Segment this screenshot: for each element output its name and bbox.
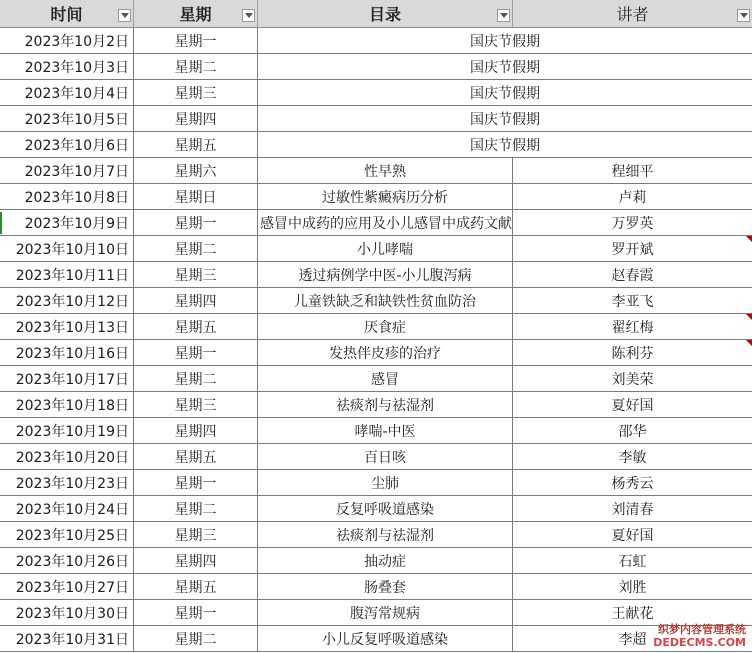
topic-cell-text: 性早熟 xyxy=(364,163,406,180)
topic-cell[interactable] xyxy=(258,548,513,574)
weekday-cell[interactable] xyxy=(134,210,258,236)
weekday-cell[interactable] xyxy=(134,444,258,470)
table-row xyxy=(0,80,752,106)
speaker-cell-text: 赵春霞 xyxy=(611,267,654,284)
date-cell[interactable] xyxy=(0,106,134,132)
weekday-cell-text: 星期二 xyxy=(174,59,217,76)
topic-cell-text: 过敏性紫癜病历分析 xyxy=(322,189,448,206)
active-row-marker xyxy=(0,212,2,234)
date-cell[interactable] xyxy=(0,496,134,522)
topic-merged-cell[interactable] xyxy=(258,106,752,132)
table-row xyxy=(0,132,752,158)
speaker-cell[interactable] xyxy=(513,574,752,600)
table-row xyxy=(0,288,752,314)
weekday-cell-text: 星期三 xyxy=(174,267,217,284)
weekday-cell-text: 星期六 xyxy=(174,163,217,180)
date-cell-text: 2023年10月7日 xyxy=(24,163,129,180)
weekday-cell[interactable] xyxy=(134,366,258,392)
weekday-cell-text: 星期五 xyxy=(174,137,217,154)
topic-cell-text: 感冒中成药的应用及小儿感冒中成药文献 xyxy=(260,215,512,232)
table-row xyxy=(0,28,752,54)
topic-cell-text: 厌食症 xyxy=(364,319,406,336)
speaker-cell[interactable] xyxy=(513,418,752,444)
weekday-cell[interactable] xyxy=(134,392,258,418)
date-cell[interactable] xyxy=(0,262,134,288)
date-cell-text: 2023年10月13日 xyxy=(15,319,129,336)
speaker-cell-text: 罗开斌 xyxy=(611,241,654,258)
table-row xyxy=(0,340,752,366)
topic-cell[interactable] xyxy=(258,288,513,314)
date-cell-text: 2023年10月30日 xyxy=(15,605,129,622)
topic-merged-cell-text: 国庆节假期 xyxy=(470,85,540,102)
table-row xyxy=(0,600,752,626)
weekday-cell[interactable] xyxy=(134,80,258,106)
speaker-cell-text: 卢莉 xyxy=(618,189,647,206)
topic-cell-text: 尘肺 xyxy=(371,475,399,492)
topic-merged-cell[interactable] xyxy=(258,54,752,80)
weekday-cell[interactable] xyxy=(134,314,258,340)
speaker-cell-text: 夏好国 xyxy=(611,527,654,544)
topic-cell-text: 儿童铁缺乏和缺铁性贫血防治 xyxy=(294,293,476,310)
filter-dropdown-icon[interactable] xyxy=(737,9,750,22)
date-cell-text: 2023年10月12日 xyxy=(15,293,129,310)
date-cell-text: 2023年10月17日 xyxy=(15,371,129,388)
column-header-topic[interactable] xyxy=(258,0,513,28)
topic-cell-text: 抽动症 xyxy=(364,553,406,570)
table-row xyxy=(0,158,752,184)
speaker-cell-text: 李亚飞 xyxy=(611,293,654,310)
weekday-cell-text: 星期二 xyxy=(174,501,217,518)
column-header-weekday[interactable] xyxy=(134,0,258,28)
date-cell-text: 2023年10月5日 xyxy=(24,111,129,128)
table-row xyxy=(0,626,752,652)
date-cell[interactable] xyxy=(0,470,134,496)
date-cell[interactable] xyxy=(0,392,134,418)
topic-cell[interactable] xyxy=(258,366,513,392)
speaker-cell-text: 石虹 xyxy=(618,553,647,570)
topic-merged-cell[interactable] xyxy=(258,132,752,158)
watermark-title: 织梦内容管理系统 xyxy=(658,623,746,636)
date-cell-text: 2023年10月11日 xyxy=(15,267,129,284)
weekday-cell-text: 星期一 xyxy=(174,33,217,50)
topic-merged-cell-text: 国庆节假期 xyxy=(470,59,540,76)
column-header-time-label: 时间 xyxy=(50,5,83,24)
topic-cell-text: 发热伴皮疹的治疗 xyxy=(329,345,441,362)
weekday-cell[interactable] xyxy=(134,548,258,574)
topic-cell-text: 感冒 xyxy=(371,371,399,388)
speaker-cell[interactable] xyxy=(513,366,752,392)
weekday-cell[interactable] xyxy=(134,132,258,158)
topic-cell-text: 小儿反复呼吸道感染 xyxy=(322,631,448,648)
speaker-cell-text: 邵华 xyxy=(618,423,647,440)
date-cell[interactable] xyxy=(0,158,134,184)
speaker-cell-text: 夏好国 xyxy=(611,397,654,414)
weekday-cell-text: 星期二 xyxy=(174,631,217,648)
date-cell-text: 2023年10月9日 xyxy=(24,215,129,232)
column-header-weekday-label: 星期 xyxy=(179,5,212,24)
speaker-cell[interactable] xyxy=(513,340,752,366)
date-cell-text: 2023年10月20日 xyxy=(15,449,129,466)
speaker-cell[interactable] xyxy=(513,158,752,184)
speaker-cell-text: 李敏 xyxy=(618,449,647,466)
topic-cell[interactable] xyxy=(258,444,513,470)
table-row xyxy=(0,54,752,80)
date-cell[interactable] xyxy=(0,314,134,340)
speaker-cell-text: 王献花 xyxy=(611,605,654,622)
date-cell-text: 2023年10月2日 xyxy=(24,33,129,50)
table-row xyxy=(0,106,752,132)
topic-cell-text: 肠叠套 xyxy=(364,579,406,596)
topic-cell[interactable] xyxy=(258,392,513,418)
date-cell-text: 2023年10月8日 xyxy=(24,189,129,206)
filter-dropdown-icon[interactable] xyxy=(242,9,255,22)
speaker-cell[interactable] xyxy=(513,288,752,314)
date-cell[interactable] xyxy=(0,600,134,626)
speaker-cell-text: 陈利芬 xyxy=(611,345,654,362)
topic-cell[interactable] xyxy=(258,236,513,262)
topic-merged-cell-text: 国庆节假期 xyxy=(470,33,540,50)
topic-cell[interactable] xyxy=(258,418,513,444)
date-cell[interactable] xyxy=(0,288,134,314)
table-row xyxy=(0,366,752,392)
weekday-cell-text: 星期二 xyxy=(174,371,217,388)
table-row xyxy=(0,574,752,600)
weekday-cell-text: 星期五 xyxy=(174,449,217,466)
speaker-cell-text: 万罗英 xyxy=(611,215,654,232)
table-row xyxy=(0,314,752,340)
table-row xyxy=(0,522,752,548)
topic-cell[interactable] xyxy=(258,496,513,522)
table-row xyxy=(0,444,752,470)
speaker-cell[interactable] xyxy=(513,496,752,522)
weekday-cell-text: 星期三 xyxy=(174,527,217,544)
speaker-cell[interactable] xyxy=(513,392,752,418)
date-cell-text: 2023年10月24日 xyxy=(15,501,129,518)
speaker-cell-text: 程细平 xyxy=(611,163,654,180)
column-header-topic-label: 目录 xyxy=(368,5,401,24)
weekday-cell-text: 星期一 xyxy=(174,605,217,622)
weekday-cell-text: 星期五 xyxy=(174,319,217,336)
table-row xyxy=(0,496,752,522)
date-cell[interactable] xyxy=(0,340,134,366)
speaker-cell-text: 翟红梅 xyxy=(611,319,654,336)
topic-merged-cell-text: 国庆节假期 xyxy=(470,111,540,128)
topic-cell-text: 祛痰剂与祛湿剂 xyxy=(336,397,434,414)
topic-cell[interactable] xyxy=(258,262,513,288)
topic-cell-text: 透过病例学中医-小儿腹泻病 xyxy=(298,267,472,284)
speaker-cell[interactable] xyxy=(513,314,752,340)
weekday-cell-text: 星期一 xyxy=(174,345,217,362)
table-row xyxy=(0,184,752,210)
topic-cell-text: 百日咳 xyxy=(364,449,406,466)
topic-merged-cell[interactable] xyxy=(258,28,752,54)
table-row xyxy=(0,236,752,262)
weekday-cell-text: 星期一 xyxy=(174,475,217,492)
comment-indicator-icon[interactable] xyxy=(746,340,752,346)
date-cell-text: 2023年10月4日 xyxy=(24,85,129,102)
topic-cell-text: 哮喘-中医 xyxy=(354,423,416,440)
date-cell-text: 2023年10月31日 xyxy=(15,631,129,648)
date-cell[interactable] xyxy=(0,210,134,236)
weekday-cell[interactable] xyxy=(134,496,258,522)
speaker-cell-text: 刘胜 xyxy=(618,579,647,596)
date-cell[interactable] xyxy=(0,184,134,210)
topic-merged-cell-text: 国庆节假期 xyxy=(470,137,540,154)
weekday-cell-text: 星期四 xyxy=(174,111,217,128)
date-cell-text: 2023年10月6日 xyxy=(24,137,129,154)
topic-cell[interactable] xyxy=(258,600,513,626)
date-cell-text: 2023年10月18日 xyxy=(15,397,129,414)
filter-dropdown-icon[interactable] xyxy=(118,9,131,22)
table-row xyxy=(0,548,752,574)
speaker-cell[interactable] xyxy=(513,444,752,470)
date-cell[interactable] xyxy=(0,548,134,574)
speaker-cell[interactable] xyxy=(513,522,752,548)
speaker-cell[interactable] xyxy=(513,210,752,236)
date-cell[interactable] xyxy=(0,236,134,262)
speaker-cell-text: 杨秀云 xyxy=(611,475,654,492)
topic-cell-text: 反复呼吸道感染 xyxy=(336,501,434,518)
speaker-cell[interactable] xyxy=(513,470,752,496)
weekday-cell[interactable] xyxy=(134,54,258,80)
date-cell-text: 2023年10月10日 xyxy=(15,241,129,258)
topic-cell[interactable] xyxy=(258,184,513,210)
watermark xyxy=(653,623,746,649)
topic-cell[interactable] xyxy=(258,314,513,340)
weekday-cell[interactable] xyxy=(134,158,258,184)
date-cell[interactable] xyxy=(0,132,134,158)
topic-cell[interactable] xyxy=(258,470,513,496)
column-header-speaker-label: 讲者 xyxy=(616,5,649,24)
speaker-cell-text: 刘美荣 xyxy=(611,371,654,388)
weekday-cell[interactable] xyxy=(134,288,258,314)
date-cell-text: 2023年10月3日 xyxy=(24,59,129,76)
weekday-cell[interactable] xyxy=(134,236,258,262)
topic-cell-text: 小儿哮喘 xyxy=(357,241,413,258)
topic-cell[interactable] xyxy=(258,522,513,548)
column-header-time[interactable] xyxy=(0,0,134,28)
topic-cell[interactable] xyxy=(258,210,513,236)
weekday-cell-text: 星期四 xyxy=(174,553,217,570)
weekday-cell-text: 星期一 xyxy=(174,215,217,232)
date-cell[interactable] xyxy=(0,366,134,392)
date-cell[interactable] xyxy=(0,80,134,106)
date-cell[interactable] xyxy=(0,574,134,600)
speaker-cell-text: 李超 xyxy=(618,631,647,648)
table-row xyxy=(0,262,752,288)
weekday-cell[interactable] xyxy=(134,184,258,210)
weekday-cell-text: 星期日 xyxy=(174,189,217,206)
weekday-cell[interactable] xyxy=(134,600,258,626)
table-row xyxy=(0,392,752,418)
speaker-cell[interactable] xyxy=(513,262,752,288)
date-cell[interactable] xyxy=(0,54,134,80)
date-cell-text: 2023年10月27日 xyxy=(15,579,129,596)
weekday-cell[interactable] xyxy=(134,522,258,548)
weekday-cell[interactable] xyxy=(134,106,258,132)
topic-cell[interactable] xyxy=(258,626,513,652)
date-cell[interactable] xyxy=(0,522,134,548)
weekday-cell-text: 星期三 xyxy=(174,397,217,414)
weekday-cell-text: 星期二 xyxy=(174,241,217,258)
date-cell[interactable] xyxy=(0,626,134,652)
date-cell-text: 2023年10月26日 xyxy=(15,553,129,570)
date-cell-text: 2023年10月23日 xyxy=(15,475,129,492)
weekday-cell[interactable] xyxy=(134,470,258,496)
table-row xyxy=(0,470,752,496)
comment-indicator-icon[interactable] xyxy=(746,236,752,242)
watermark-domain: DEDECMS.COM xyxy=(653,636,746,649)
weekday-cell[interactable] xyxy=(134,340,258,366)
date-cell-text: 2023年10月25日 xyxy=(15,527,129,544)
date-cell-text: 2023年10月16日 xyxy=(15,345,129,362)
table-row xyxy=(0,418,752,444)
topic-cell[interactable] xyxy=(258,158,513,184)
weekday-cell[interactable] xyxy=(134,28,258,54)
topic-cell[interactable] xyxy=(258,340,513,366)
speaker-cell[interactable] xyxy=(513,184,752,210)
comment-indicator-icon[interactable] xyxy=(746,314,752,320)
speaker-cell[interactable] xyxy=(513,236,752,262)
weekday-cell-text: 星期四 xyxy=(174,293,217,310)
weekday-cell-text: 星期四 xyxy=(174,423,217,440)
date-cell[interactable] xyxy=(0,444,134,470)
column-header-speaker[interactable] xyxy=(513,0,752,28)
date-cell-text: 2023年10月19日 xyxy=(15,423,129,440)
speaker-cell-text: 刘清春 xyxy=(611,501,654,518)
topic-cell-text: 祛痰剂与祛湿剂 xyxy=(336,527,434,544)
date-cell[interactable] xyxy=(0,418,134,444)
weekday-cell-text: 星期三 xyxy=(174,85,217,102)
table-row xyxy=(0,210,752,236)
weekday-cell[interactable] xyxy=(134,626,258,652)
date-cell[interactable] xyxy=(0,28,134,54)
topic-merged-cell[interactable] xyxy=(258,80,752,106)
topic-cell[interactable] xyxy=(258,574,513,600)
filter-dropdown-icon[interactable] xyxy=(497,9,510,22)
topic-cell-text: 腹泻常规病 xyxy=(350,605,420,622)
weekday-cell[interactable] xyxy=(134,418,258,444)
weekday-cell[interactable] xyxy=(134,574,258,600)
weekday-cell[interactable] xyxy=(134,262,258,288)
weekday-cell-text: 星期五 xyxy=(174,579,217,596)
speaker-cell[interactable] xyxy=(513,548,752,574)
